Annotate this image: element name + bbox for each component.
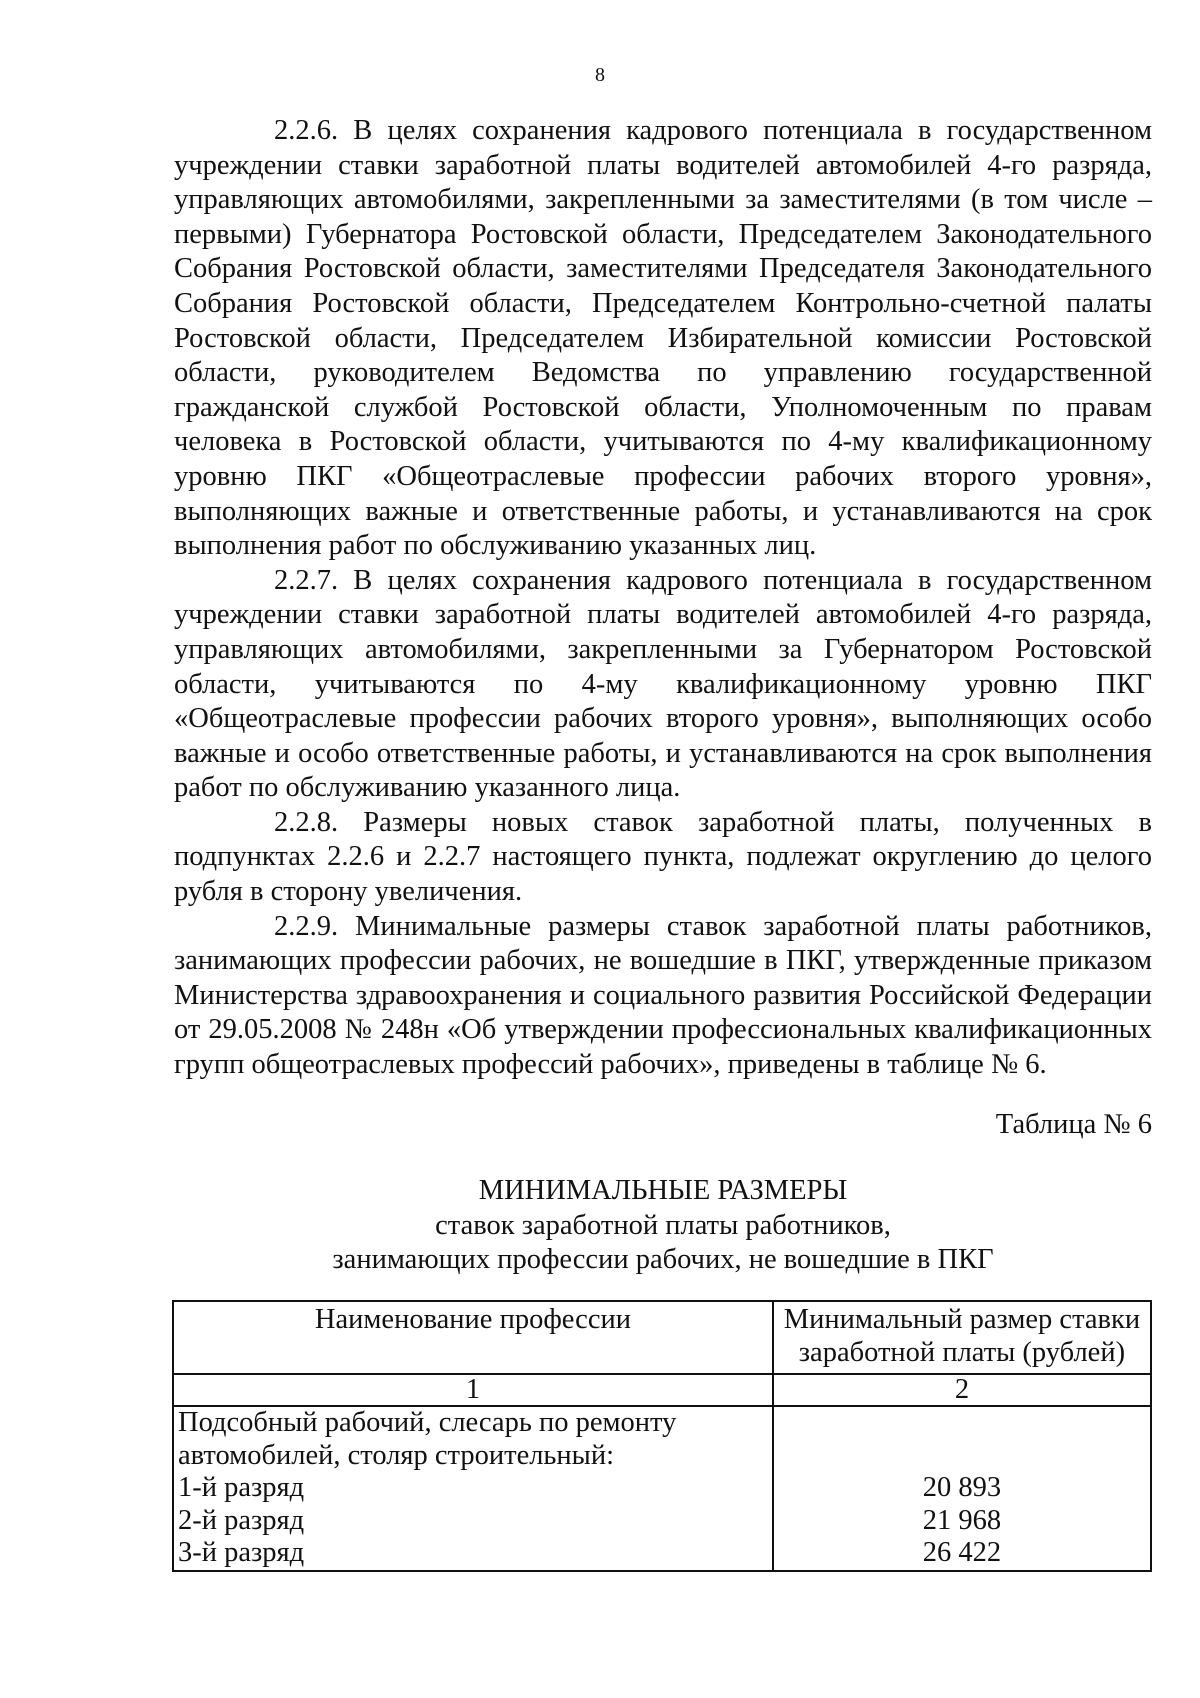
grade-2-rate: 21 968 bbox=[922, 1504, 1002, 1536]
grade-3-rate: 26 422 bbox=[922, 1537, 1002, 1568]
profession-group-line-2: автомобилей, столяр строительный: bbox=[178, 1439, 615, 1471]
column-number-2: 2 bbox=[773, 1374, 1151, 1406]
rate-cell-spacer-2 bbox=[778, 1440, 1146, 1473]
table-title-line-2: ставок заработной платы работников, bbox=[435, 1209, 891, 1241]
table-title bbox=[174, 1174, 1152, 1278]
rates-table-container bbox=[172, 1300, 1152, 1572]
rate-cell-spacer-1 bbox=[778, 1407, 1146, 1440]
grade-1-label: 1-й разряд bbox=[178, 1472, 305, 1503]
header-minimum-rate-line-1: Минимальный размер ставки bbox=[783, 1304, 1141, 1335]
grade-3-label: 3-й разряд bbox=[178, 1537, 305, 1568]
paragraph-2-2-9: 2.2.9. Минимальные размеры ставок заработной платы работников, занимающих профессии рабочих, не вошедшие в ПКГ, утвержденные приказом Министерства здравоохранения и социального развития Российской Федерации от 29.05.2008 № 248н «Об утверждении профессиональных квалификационных групп общеотраслевых профессий рабочих», приведены в таблице № 6. bbox=[174, 910, 1152, 1081]
page-number: 8 bbox=[595, 64, 605, 86]
table-row bbox=[173, 1406, 1151, 1571]
grade-2-label: 2-й разряд bbox=[178, 1504, 305, 1536]
grade-1-rate: 20 893 bbox=[922, 1472, 1002, 1503]
header-minimum-rate bbox=[773, 1301, 1151, 1374]
document-body bbox=[174, 114, 1152, 1083]
header-minimum-rate-line-2: заработной платы (рублей) bbox=[798, 1336, 1126, 1368]
table-title-line-1: МИНИМАЛЬНЫЕ РАЗМЕРЫ bbox=[478, 1175, 848, 1206]
profession-group-line-1: Подсобный рабочий, слесарь по ремонту bbox=[178, 1407, 677, 1438]
paragraph-2-2-8: 2.2.8. Размеры новых ставок заработной платы, полученных в подпунктах 2.2.6 и 2.2.7 настоящего пункта, подлежат округлению до целого рубля в сторону увеличения. bbox=[174, 806, 1152, 908]
header-profession-name: Наименование профессии bbox=[173, 1301, 773, 1374]
table-column-numbers-row bbox=[173, 1374, 1151, 1406]
column-number-1: 1 bbox=[173, 1374, 773, 1406]
rate-cell bbox=[773, 1406, 1151, 1571]
paragraph-2-2-7: 2.2.7. В целях сохранения кадрового потенциала в государственном учреждении ставки заработной платы водителей автомобилей 4-го разряда, управляющих автомобилями, закрепленными за Губернатором Ростовской области, учитываются по 4-му квалификационному уровню ПКГ «Общеотраслевые профессии рабочих второго уровня», выполняющих особо важные и особо ответственные работы, и устанавливаются на срок выполнения работ по обслуживанию указанного лица. bbox=[174, 564, 1152, 804]
table-title-line-3: занимающих профессии рабочих, не вошедшие в ПКГ bbox=[332, 1244, 994, 1275]
paragraph-2-2-6: 2.2.6. В целях сохранения кадрового потенциала в государственном учреждении ставки заработной платы водителей автомобилей 4-го разряда, управляющих автомобилями, закрепленными за заместителями (в том числе – первыми) Губернатора Ростовской области, Председателем Законодательного Собрания Ростовской области, заместителями Председателя Законодательного Собрания Ростовской области, Председателем Контрольно-счетной палаты Ростовской области, Председателем Избирательной комиссии Ростовской области, руководителем Ведомства по управлению государственной гражданской службой Ростовской области, Уполномоченным по правам человека в Ростовской области, учитываются по 4-му квалификационному уровню ПКГ «Общеотраслевые профессии рабочих второго уровня», выполняющих важные и ответственные работы, и устанавливаются на срок выполнения работ по обслуживанию указанных лиц. bbox=[174, 115, 1152, 562]
rates-table bbox=[172, 1300, 1152, 1572]
profession-cell bbox=[173, 1406, 773, 1571]
table-caption: Таблица № 6 bbox=[995, 1109, 1152, 1140]
table-header-row bbox=[173, 1301, 1151, 1374]
